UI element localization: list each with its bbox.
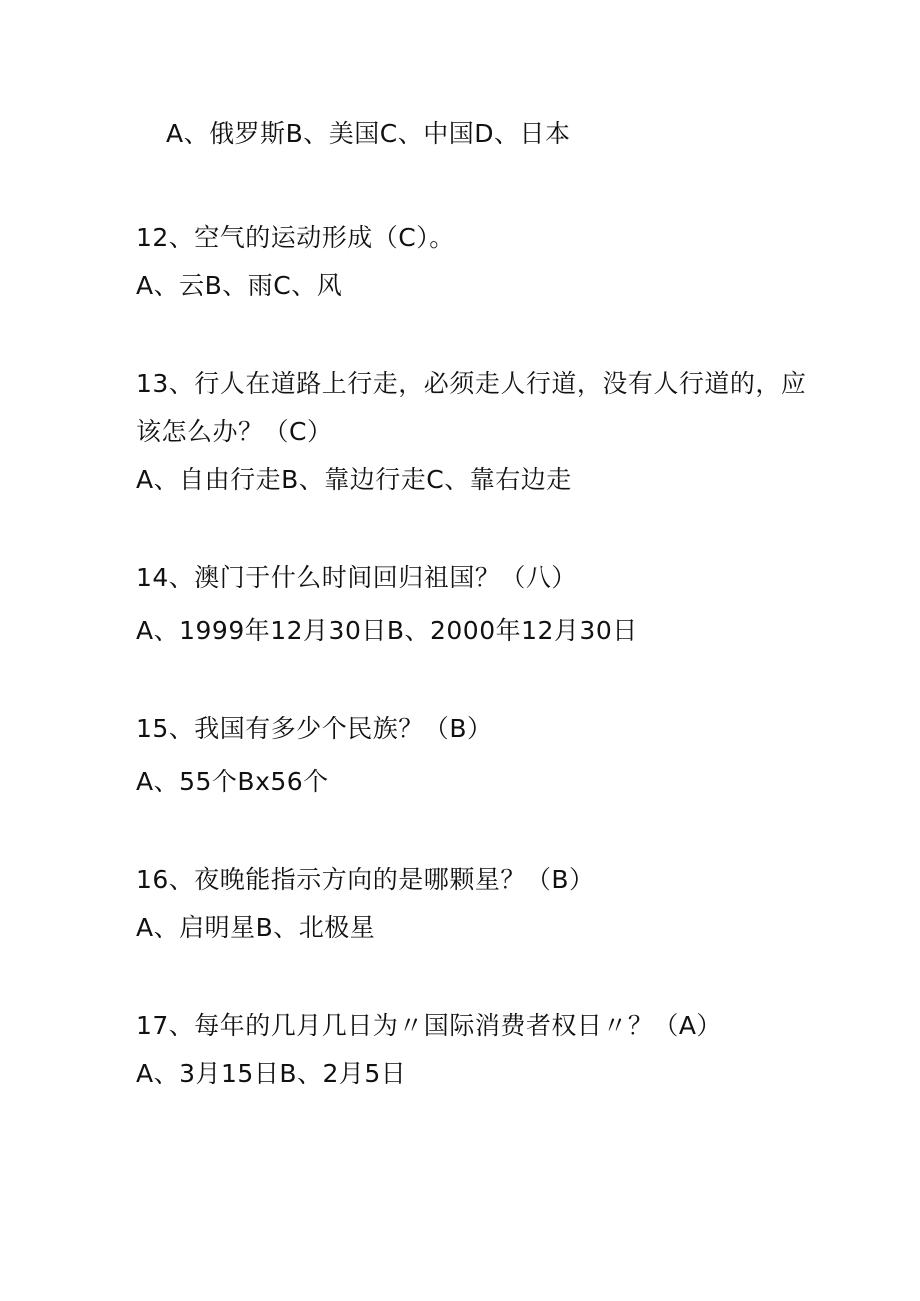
- q17-options: A、3月15日B、2月5日: [136, 1059, 407, 1088]
- q12-question: 12、空气的运动形成（C）。: [136, 223, 455, 252]
- q13-question-line-2: 该怎么办？（C）: [136, 417, 333, 446]
- q17-question: 17、每年的几月几日为〃国际消费者权日〃？（A）: [136, 1011, 722, 1040]
- q11-options: A、俄罗斯B、美国C、中国D、日本: [166, 119, 571, 148]
- q16-question: 16、夜晚能指示方向的是哪颗星？（B）: [136, 865, 595, 894]
- q16-options: A、启明星B、北极星: [136, 913, 376, 942]
- q13-question-line-1: 13、行人在道路上行走，必须走人行道，没有人行道的，应: [136, 369, 807, 398]
- q13-options: A、自由行走B、靠边行走C、靠右边走: [136, 465, 572, 494]
- q15-question: 15、我国有多少个民族？（B）: [136, 714, 493, 743]
- q15-options: A、55个Bx56个: [136, 767, 329, 796]
- q14-question: 14、澳门于什么时间回归祖国？（八）: [136, 563, 577, 592]
- q12-options: A、云B、雨C、风: [136, 271, 343, 300]
- q14-options: A、1999年12月30日B、2000年12月30日: [136, 616, 638, 645]
